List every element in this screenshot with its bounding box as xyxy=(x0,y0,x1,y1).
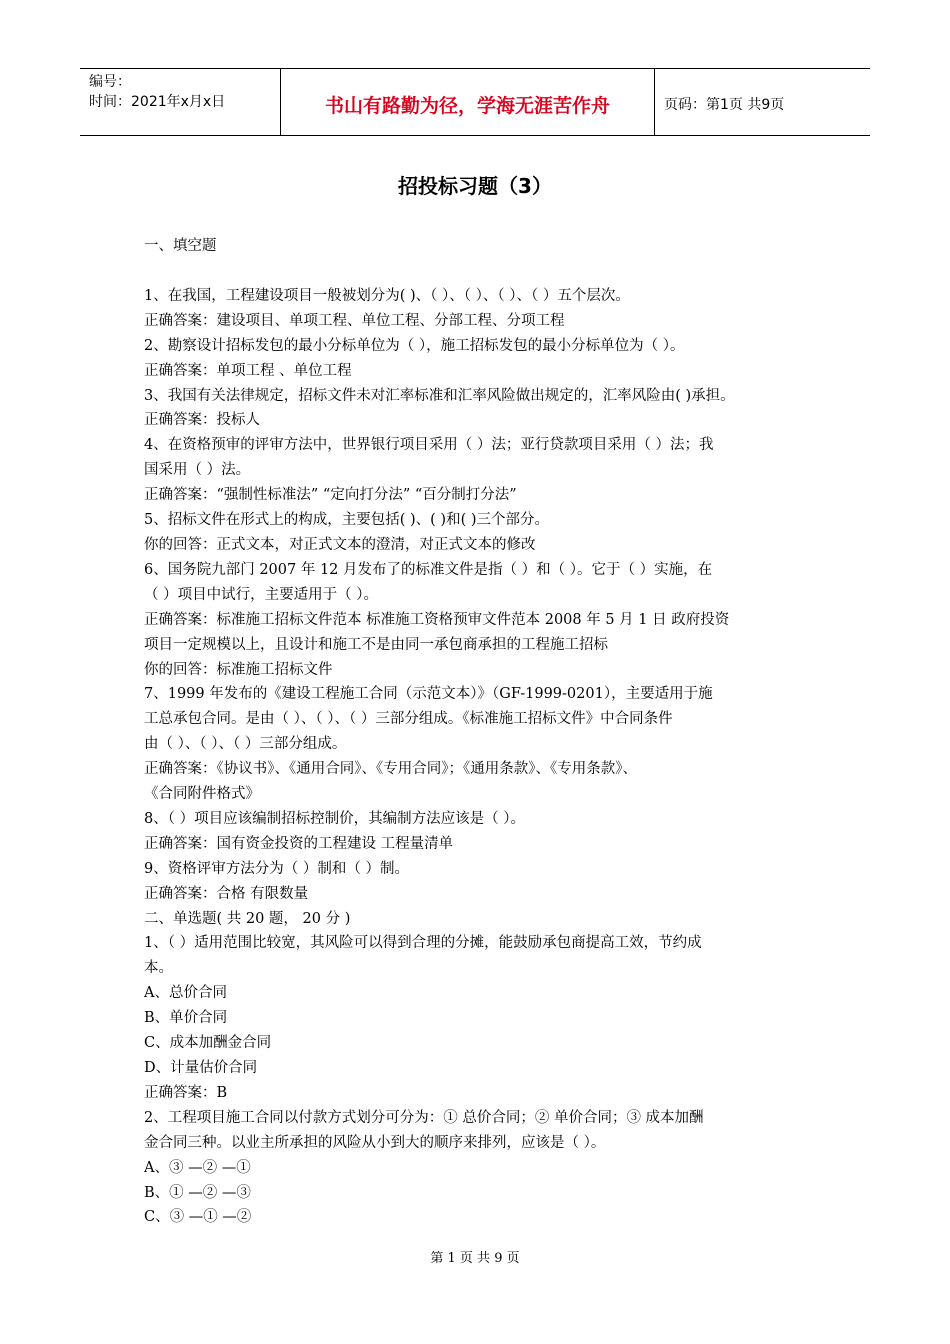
text-line: 《合同附件格式》 xyxy=(144,786,260,803)
text-line: 正确答案：B xyxy=(144,1084,228,1101)
text-line: B、① —② —③ xyxy=(144,1184,251,1201)
header-motto: 书山有路勤为径，学海无涯苦作舟 xyxy=(281,69,655,135)
text-line: 你的回答：标准施工招标文件 xyxy=(144,661,333,678)
text-line: 正确答案：《协议书》、《通用合同》、《专用合同》；《通用条款》、《专用条款》、 xyxy=(144,761,637,778)
page-footer: 第 1 页 共 9 页 xyxy=(430,1251,520,1266)
text-line: 1、在我国，工程建设项目一般被划分为( )、（ ）、（ ）、（ ）、（ ）五个层次。 xyxy=(144,287,630,304)
date-label: 时间：2021年x月x日 xyxy=(89,94,226,110)
text-line: 正确答案：投标人 xyxy=(144,412,260,429)
text-line: 8、（ ）项目应该编制招标控制价，其编制方法应该是（ ）。 xyxy=(144,810,525,827)
question-lines xyxy=(144,284,816,1230)
text-line: A、总价合同 xyxy=(144,985,227,1002)
spacer xyxy=(144,259,816,284)
header-page-number: 页码：第1页 共9页 xyxy=(664,97,785,113)
document-title: 招投标习题（3） xyxy=(398,174,552,198)
text-line: 工总承包合同。是由（ ）、（ ）、（ ）三部分组成。《标准施工招标文件》中合同条件 xyxy=(144,711,673,728)
text-line: 5、招标文件在形式上的构成，主要包括( )、( )和( )三个部分。 xyxy=(144,512,549,529)
text-line: 正确答案：国有资金投资的工程建设 工程量清单 xyxy=(144,835,454,852)
text-line: C、成本加酬金合同 xyxy=(144,1035,272,1052)
text-line: 二、单选题( 共 20 题， 20 分 ) xyxy=(144,910,351,927)
text-line: 4、在资格预审的评审方法中，世界银行项目采用（ ）法；亚行贷款项目采用（ ）法；我 xyxy=(144,437,714,454)
text-line: 3、我国有关法律规定，招标文件未对汇率标准和汇率风险做出规定的，汇率风险由( )承担。 xyxy=(144,387,735,404)
text-line: 正确答案：建设项目、单项工程、单位工程、分部工程、分项工程 xyxy=(144,312,565,329)
text-line: C、③ —① —② xyxy=(144,1209,252,1226)
text-line: 正确答案：单项工程 、单位工程 xyxy=(144,362,352,379)
text-line: B、单价合同 xyxy=(144,1010,228,1027)
text-line: 2、工程项目施工合同以付款方式划分可分为：① 总价合同；② 单价合同；③ 成本加酬 xyxy=(144,1109,704,1126)
text-line: 你的回答：正式文本，对正式文本的澄清，对正式文本的修改 xyxy=(144,536,536,553)
text-line: 正确答案：“强制性标准法” “定向打分法” “百分制打分法” xyxy=(144,487,517,504)
text-line: 国采用（ ）法。 xyxy=(144,462,251,479)
text-line: 7、1999 年发布的《建设工程施工合同（示范文本）》（GF-1999-0201），主要适用于施 xyxy=(144,686,713,703)
text-line: 9、资格评审方法分为（ ）制和（ ）制。 xyxy=(144,860,409,877)
text-line: 本。 xyxy=(144,960,173,977)
text-line: 1、（ ）适用范围比较宽，其风险可以得到合理的分摊，能鼓励承包商提高工效，节约成 xyxy=(144,935,702,952)
text-line: A、③ —② —① xyxy=(144,1159,251,1176)
text-line: 正确答案：合格 有限数量 xyxy=(144,885,309,902)
text-line: 由（ ）、（ ）、（ ）三部分组成。 xyxy=(144,736,347,753)
header-info-cell xyxy=(80,69,281,135)
text-line: 正确答案：标准施工招标文件范本 标准施工资格预审文件范本 2008 年 5 月 1 日 政府投资 xyxy=(144,611,730,628)
section-heading: 一、填空题 xyxy=(144,238,217,254)
text-line: 2、勘察设计招标发包的最小分标单位为（ ），施工招标发包的最小分标单位为（ ）。 xyxy=(144,337,685,354)
text-line: 金合同三种。以业主所承担的风险从小到大的顺序来排列，应该是（ ）。 xyxy=(144,1134,606,1151)
text-line: 项目一定规模以上，且设计和施工不是由同一承包商承担的工程施工招标 xyxy=(144,636,608,653)
header-table xyxy=(80,68,870,136)
text-line: D、计量估价合同 xyxy=(144,1060,258,1076)
text-line: （ ）项目中试行，主要适用于（ ）。 xyxy=(144,586,378,603)
document-body xyxy=(144,234,816,1230)
text-line: 6、国务院九部门 2007 年 12 月发布了的标准文件是指（ ）和（ ）。它于（ ）实施，在 xyxy=(144,561,713,578)
code-label: 编号： xyxy=(89,74,131,90)
